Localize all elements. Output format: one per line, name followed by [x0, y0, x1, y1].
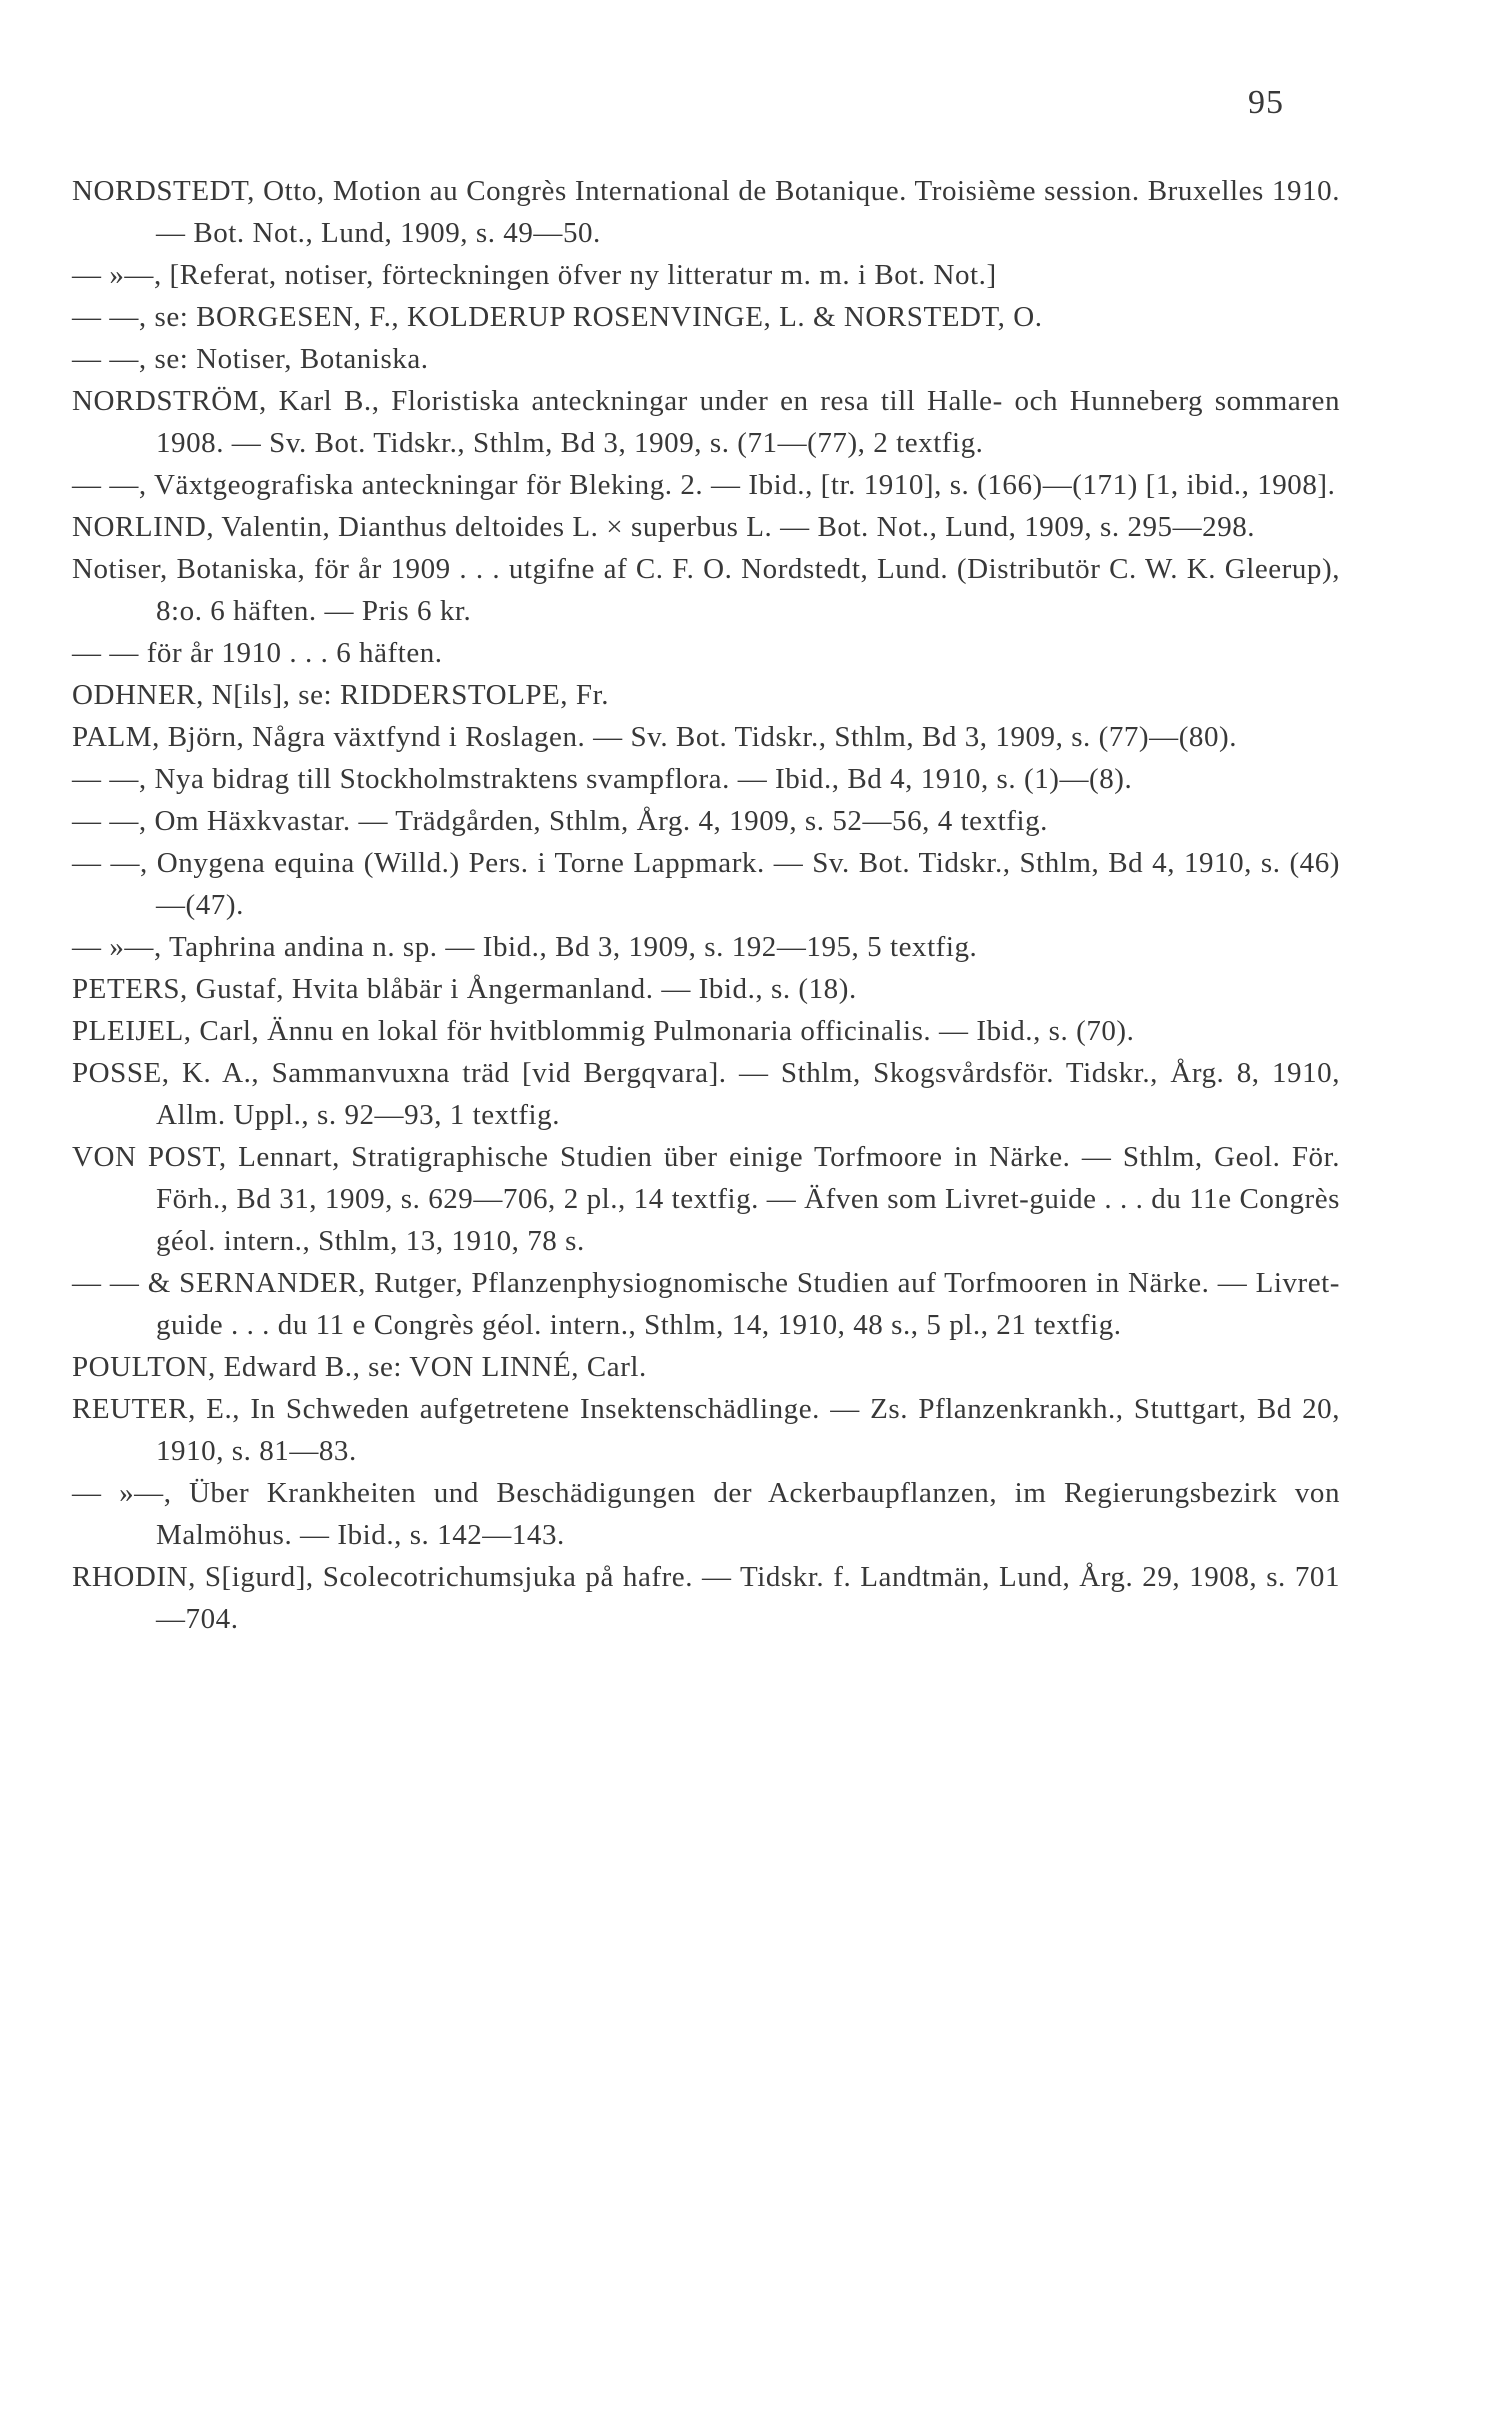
entry-text: — — för år 1910 . . . 6 häften. — [72, 637, 443, 669]
bibliography-entry — [72, 548, 1340, 632]
entry-text: — »—, Taphrina andina n. sp. — Ibid., Bd 3, 1909, s. 192—195, 5 textfig. — [72, 931, 978, 963]
bibliography-list — [72, 170, 1340, 1640]
entry-text: — »—, [Referat, notiser, förteckningen öfver ny litteratur m. m. i Bot. Not.] — [72, 259, 997, 291]
entry-text: Notiser, Botaniska, för år 1909 . . . utgifne af C. F. O. Nordstedt, Lund. (Distributör C. W. K. Gleerup), 8:o. 6 häften. — Pris 6 kr. — [72, 553, 1340, 627]
bibliography-entry — [72, 254, 1340, 296]
entry-text: ODHNER, N[ils], se: RIDDERSTOLPE, Fr. — [72, 679, 609, 711]
entry-text: NORDSTEDT, Otto, Motion au Congrès International de Botanique. Troisième session. Bruxelles 1910. — Bot. Not., Lund, 1909, s. 49—50. — [72, 175, 1340, 249]
entry-text: POSSE, K. A., Sammanvuxna träd [vid Bergqvara]. — Sthlm, Skogsvårdsför. Tidskr., Årg. 8, 1910, Allm. Uppl., s. 92—93, 1 textfig. — [72, 1057, 1340, 1131]
bibliography-entry — [72, 842, 1340, 926]
bibliography-entry — [72, 1472, 1340, 1556]
entry-text: — —, Om Häxkvastar. — Trädgården, Sthlm, Årg. 4, 1909, s. 52—56, 4 textfig. — [72, 805, 1048, 837]
page-number: 95 — [1248, 84, 1284, 121]
bibliography-entry — [72, 1052, 1340, 1136]
bibliography-entry — [72, 1346, 1340, 1388]
entry-text: — —, Onygena equina (Willd.) Pers. i Torne Lappmark. — Sv. Bot. Tidskr., Sthlm, Bd 4, 1910, s. (46)—(47). — [72, 847, 1340, 921]
entry-text: — »—, Über Krankheiten und Beschädigungen der Ackerbaupflanzen, im Regierungsbezirk von Malmöhus. — Ibid., s. 142—143. — [72, 1477, 1340, 1551]
entry-text: — —, se: BORGESEN, F., KOLDERUP ROSENVINGE, L. & NORSTEDT, O. — [72, 301, 1043, 333]
entry-text: VON POST, Lennart, Stratigraphische Studien über einige Torfmoore in Närke. — Sthlm, Geol. För. Förh., Bd 31, 1909, s. 629—706, 2 pl., 14 textfig. — Äfven som Livret-guide . . . du 11e Congrès géol. intern., Sthlm, 13, 1910, 78 s. — [72, 1141, 1340, 1257]
entry-text: POULTON, Edward B., se: VON LINNÉ, Carl. — [72, 1351, 647, 1383]
bibliography-entry — [72, 338, 1340, 380]
bibliography-entry — [72, 170, 1340, 254]
entry-text: PETERS, Gustaf, Hvita blåbär i Ångermanland. — Ibid., s. (18). — [72, 973, 857, 1005]
bibliography-entry — [72, 674, 1340, 716]
bibliography-entry — [72, 1388, 1340, 1472]
bibliography-entry — [72, 968, 1340, 1010]
bibliography-entry — [72, 716, 1340, 758]
bibliography-entry — [72, 1136, 1340, 1262]
entry-text: REUTER, E., In Schweden aufgetretene Insektenschädlinge. — Zs. Pflanzenkrankh., Stuttgart, Bd 20, 1910, s. 81—83. — [72, 1393, 1340, 1467]
entry-text: — —, Växtgeografiska anteckningar för Bleking. 2. — Ibid., [tr. 1910], s. (166)—(171) [1, ibid., 1908]. — [72, 469, 1336, 501]
entry-text: — —, se: Notiser, Botaniska. — [72, 343, 429, 375]
bibliography-entry — [72, 758, 1340, 800]
entry-text: RHODIN, S[igurd], Scolecotrichumsjuka på hafre. — Tidskr. f. Landtmän, Lund, Årg. 29, 1908, s. 701—704. — [72, 1561, 1340, 1635]
bibliography-entry — [72, 296, 1340, 338]
entry-text: — — & SERNANDER, Rutger, Pflanzenphysiognomische Studien auf Torfmooren in Närke. — Livret-guide . . . du 11 e Congrès géol. intern., Sthlm, 14, 1910, 48 s., 5 pl., 21 textfig. — [72, 1267, 1340, 1341]
bibliography-entry — [72, 1556, 1340, 1640]
bibliography-entry — [72, 380, 1340, 464]
bibliography-entry — [72, 1010, 1340, 1052]
bibliography-entry — [72, 800, 1340, 842]
entry-text: PLEIJEL, Carl, Ännu en lokal för hvitblommig Pulmonaria officinalis. — Ibid., s. (70). — [72, 1015, 1135, 1047]
entry-text: PALM, Björn, Några växtfynd i Roslagen. — Sv. Bot. Tidskr., Sthlm, Bd 3, 1909, s. (77)—(80). — [72, 721, 1238, 753]
bibliography-entry — [72, 506, 1340, 548]
bibliography-entry — [72, 1262, 1340, 1346]
bibliography-entry — [72, 926, 1340, 968]
entry-text: — —, Nya bidrag till Stockholmstraktens svampflora. — Ibid., Bd 4, 1910, s. (1)—(8). — [72, 763, 1133, 795]
entry-text: NORLIND, Valentin, Dianthus deltoides L. × superbus L. — Bot. Not., Lund, 1909, s. 295—298. — [72, 511, 1256, 543]
bibliography-entry — [72, 632, 1340, 674]
bibliography-entry — [72, 464, 1340, 506]
entry-text: NORDSTRÖM, Karl B., Floristiska anteckningar under en resa till Halle- och Hunneberg sommaren 1908. — Sv. Bot. Tidskr., Sthlm, Bd 3, 1909, s. (71—(77), 2 textfig. — [72, 385, 1340, 459]
